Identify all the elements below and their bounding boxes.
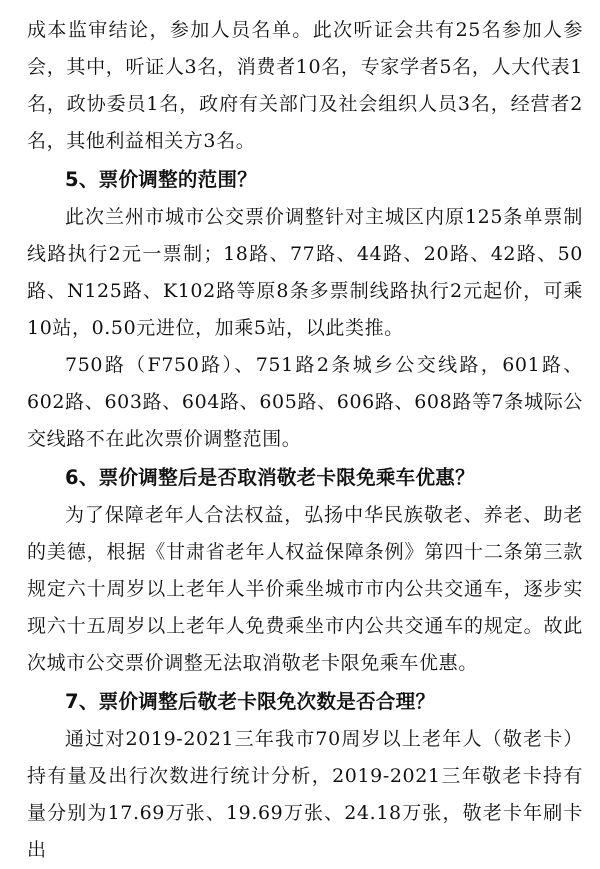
- section-7-heading: 7、票价调整后敬老卡限免次数是否合理？: [65, 690, 436, 713]
- intro-paragraph: 成本监审结论，参加人员名单。此次听证会共有25名参加人参会，其中，听证人3名，消费者10名，专家学者5名，人大代表1名，政协委员1名，政府有关部门及社会组织人员3名，经营者2名，其他利益相关方3名。: [27, 19, 583, 152]
- section-7-paragraph-1: 通过对2019-2021三年我市70周岁以上老年人（敬老卡）持有量及出行次数进行统计分析，2019-2021三年敬老卡持有量分别为17.69万张、19.69万张、24.18万张，敬老卡年刷卡出: [27, 728, 583, 861]
- document-page: [27, 12, 583, 869]
- section-5-paragraph-2: 750路（F750路）、751路2条城乡公交线路，601路、602路、603路、604路、605路、606路、608路等7条城际公交线路不在此次票价调整范围。: [27, 354, 583, 450]
- section-6-paragraph-1: 为了保障老年人合法权益，弘扬中华民族敬老、养老、助老的美德，根据《甘肃省老年人权益保障条例》第四十二条第三款规定六十周岁以上老年人半价乘坐城市市内公共交通车，逐步实现六十五周岁以上老年人免费乘坐市内公共交通车的规定。故此次城市公交票价调整无法取消敬老卡限免乘车优惠。: [27, 504, 583, 674]
- section-5-paragraph-1: 此次兰州市城市公交票价调整针对主城区内原125条单票制线路执行2元一票制；18路、77路、44路、20路、42路、50路、N125路、K102路等原8条多票制线路执行2元起价，可乘10站，0.50元进位，加乘5站，以此类推。: [27, 206, 583, 339]
- section-5-heading: 5、票价调整的范围？: [65, 168, 258, 191]
- section-6-heading: 6、票价调整后是否取消敬老卡限免乘车优惠？: [65, 466, 475, 489]
